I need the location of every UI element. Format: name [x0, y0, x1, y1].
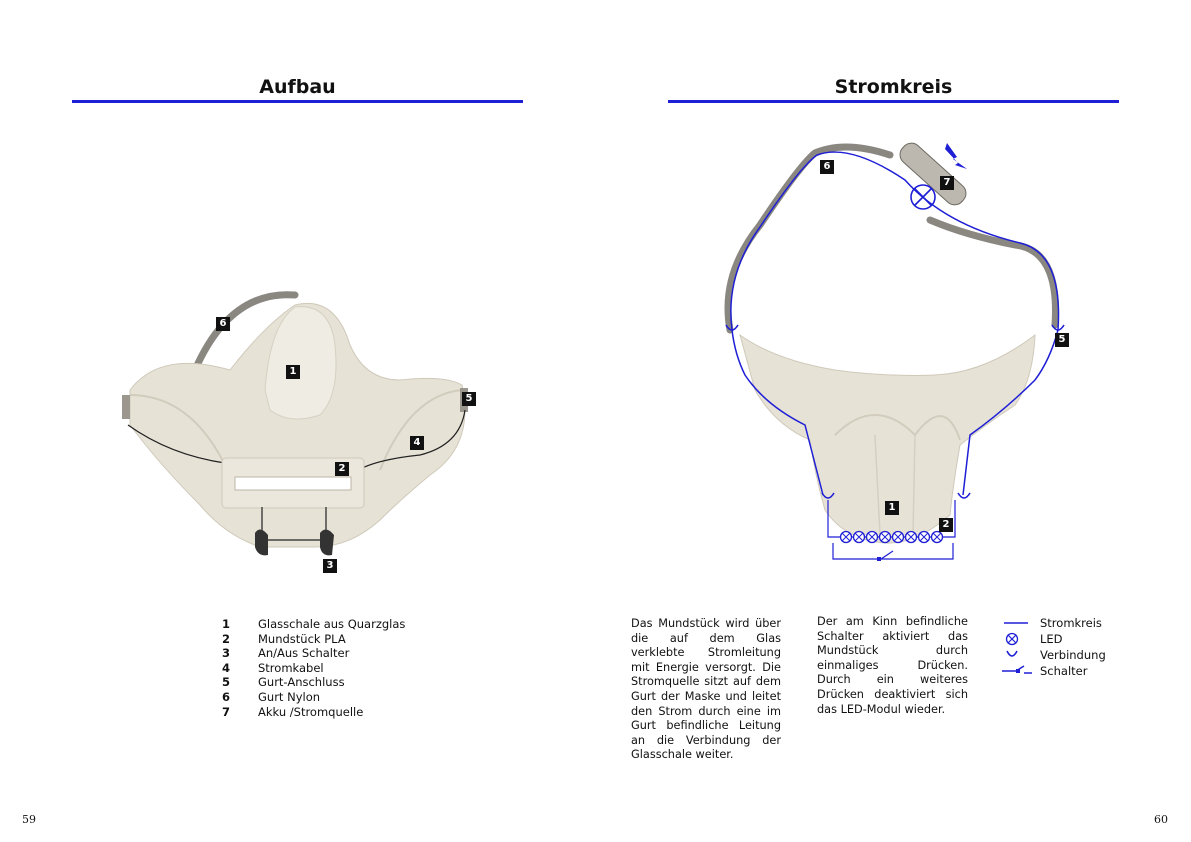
description-paragraph-switch: Der am Kinn befindliche Schalter aktiviert das Mundstück durch einmaliges Drücken. Durch ein weiteres Drücken deaktiviert sich das LED-Modul wieder. — [817, 615, 968, 716]
callout-2: 2 — [335, 462, 349, 476]
parts-list-item: 3 An/Aus Schalter — [222, 646, 350, 661]
legend-item-schalter: Schalter — [1002, 663, 1106, 679]
symbol-legend — [1002, 615, 1106, 679]
parts-list-item: 5 Gurt-Anschluss — [222, 675, 345, 690]
callout-5: 5 — [1055, 333, 1069, 347]
title-rule — [668, 100, 1119, 103]
legend-item-led: LED — [1002, 631, 1106, 647]
page-title-stromkreis: Stromkreis — [834, 76, 953, 98]
circuit-illustration — [715, 135, 1085, 575]
led-icon — [1002, 632, 1034, 646]
title-rule — [72, 100, 523, 103]
description-paragraph-power: Das Mundstück wird über die auf dem Glas verklebte Stromleitung mit Energie versorgt. Die Stromquelle sitzt auf dem Gurt der Maske und leitet den Strom durch eine im Gurt befindliche Leitung an die Verbindung der Glasschale weiter. — [631, 617, 781, 762]
left-page — [0, 0, 595, 842]
callout-1: 1 — [885, 501, 899, 515]
connection-icon — [1002, 648, 1034, 662]
page-number: 60 — [1154, 813, 1168, 826]
parts-list — [222, 617, 405, 719]
parts-list-item: 1 Glasschale aus Quarzglas — [222, 617, 406, 631]
page-number: 59 — [22, 813, 36, 826]
callout-3: 3 — [323, 559, 337, 573]
callout-6: 6 — [820, 160, 834, 174]
page-title-aufbau: Aufbau — [259, 76, 336, 98]
callout-4: 4 — [410, 436, 424, 450]
line-icon — [1002, 616, 1034, 630]
led-row — [838, 529, 950, 545]
parts-list-item: 7 Akku /Stromquelle — [222, 704, 364, 719]
mask-illustration — [100, 285, 490, 585]
parts-list-item: 4 Stromkabel — [222, 660, 324, 675]
callout-1: 1 — [286, 365, 300, 379]
callout-6: 6 — [216, 317, 230, 331]
parts-list-item: 6 Gurt Nylon — [222, 689, 321, 704]
callout-7: 7 — [940, 176, 954, 190]
switch-icon — [1002, 664, 1034, 678]
callout-2: 2 — [939, 518, 953, 532]
parts-list-item: 2 Mundstück PLA — [222, 631, 346, 646]
legend-item-verbindung: Verbindung — [1002, 647, 1106, 663]
legend-item-stromkreis: Stromkreis — [1002, 615, 1106, 631]
callout-5: 5 — [462, 392, 476, 406]
